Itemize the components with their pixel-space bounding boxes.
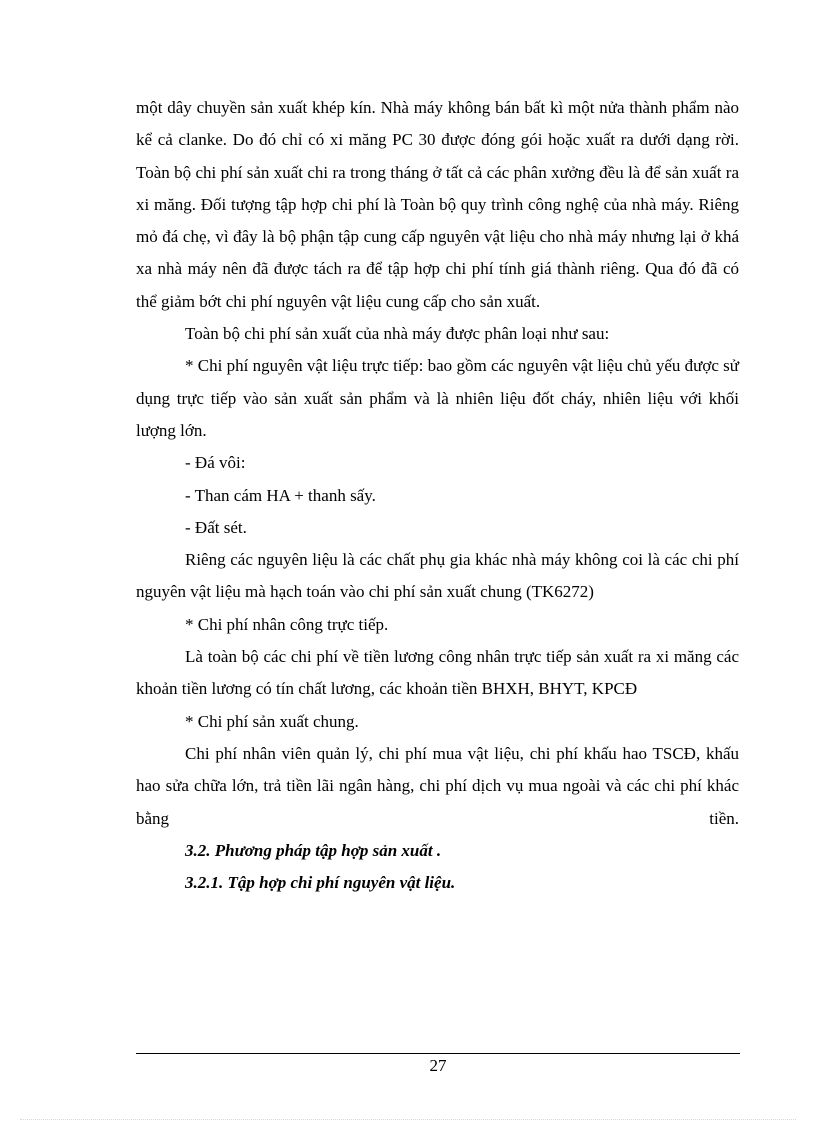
- paragraph-direct-labor-title: * Chi phí nhân công trực tiếp.: [185, 614, 389, 634]
- paragraph-cost-classification-intro: Toàn bộ chi phí sản xuất của nhà máy được phân loại như sau:: [185, 324, 610, 344]
- list-item-clay: - Đất sét.: [185, 517, 247, 537]
- list-item-coal: - Than cám HA + thanh sấy.: [185, 485, 376, 505]
- footer-divider: [136, 1053, 740, 1054]
- section-heading-3-2-1: 3.2.1. Tập hợp chi phí nguyên vật liệu.: [185, 873, 456, 893]
- paragraph-general-cost-title: * Chi phí sản xuất chung.: [185, 711, 359, 731]
- section-heading-3-2: 3.2. Phương pháp tập hợp sản xuất .: [185, 840, 442, 860]
- body-text: [136, 92, 739, 899]
- page-number: 27: [429, 1056, 447, 1075]
- paragraph-general-cost-detail: Chi phí nhân viên quản lý, chi phí mua vật liệu, chi phí khấu hao TSCĐ, khấu hao sửa chữa lớn, trả tiền lãi ngân hàng, chi phí dịch vụ mua ngoài và các chi phí khác bằng tiền.: [136, 743, 739, 828]
- paragraph-direct-labor-detail: Là toàn bộ các chi phí về tiền lương công nhân trực tiếp sản xuất ra xi măng các khoản tiền lương có tín chất lương, các khoản tiền BHXH, BHYT, KPCĐ: [136, 647, 739, 699]
- page-edge-guide: [20, 1119, 796, 1120]
- list-item-limestone: - Đá vôi:: [185, 453, 246, 473]
- paragraph-additives: Riêng các nguyên liệu là các chất phụ gia khác nhà máy không coi là các chi phí nguyên vật liệu mà hạch toán vào chi phí sản xuất chung (TK6272): [136, 550, 739, 602]
- paragraph-production-line: một dây chuyền sản xuất khép kín. Nhà máy không bán bất kì một nửa thành phẩm nào kể cả clanke. Do đó chỉ có xi măng PC 30 được đóng gói hoặc xuất ra dưới dạng rời. Toàn bộ chi phí sản xuất chi ra trong tháng ở tất cả các phân xưởng đều là để sản xuất ra xi măng. Đối tượng tập hợp chi phí là Toàn bộ quy trình công nghệ của nhà máy. Riêng mỏ đá chẹ, vì đây là bộ phận tập cung cấp nguyên vật liệu cho nhà máy nhưng lại ở khá xa nhà máy nên đã được tách ra để tập hợp chi phí tính giá thành riêng. Qua đó đã có thể giảm bớt chi phí nguyên vật liệu cung cấp cho sản xuất.: [136, 98, 739, 311]
- paragraph-direct-material-cost: * Chi phí nguyên vật liệu trực tiếp: bao gồm các nguyên vật liệu chủ yếu được sử dụng trực tiếp vào sản xuất sản phẩm và là nhiên liệu đốt cháy, nhiên liệu với khối lượng lớn.: [136, 356, 739, 440]
